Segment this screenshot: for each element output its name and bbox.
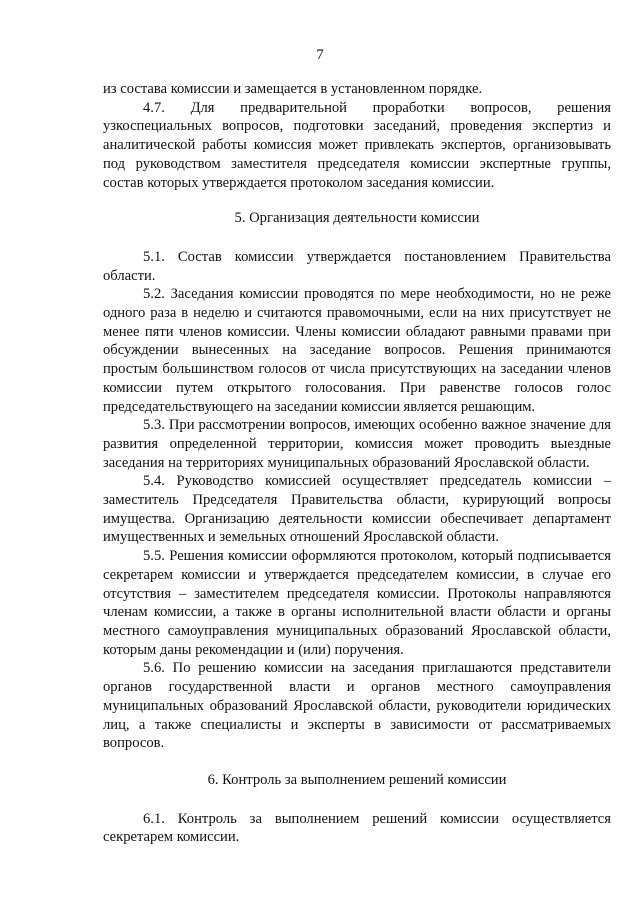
page-number: 7 [316,47,324,63]
paragraph-5-4: 5.4. Руководство комиссией осуществляет председатель комиссии – заместитель Председателя Правительства области, курирующий вопросы имущества. Организацию деятельности комиссии обеспечивает департамент имущественных и земельных отношений Ярославской области. [103,473,611,546]
paragraph-5-3: 5.3. При рассмотрении вопросов, имеющих особенно важное значение для развития определенной территории, комиссия может проводить выездные заседания на территориях муниципальных образований Ярославской области. [103,417,611,471]
paragraph-5-2: 5.2. Заседания комиссии проводятся по мере необходимости, но не реже одного раза в неделю и считаются правомочными, если на них присутствует не менее пяти членов комиссии. Члены комиссии обладают равными правами при обсуждении вынесенных на заседание вопросов. Решения принимаются простым большинством голосов от числа присутствующих на заседании членов комиссии путем открытого голосования. При равенстве голосов голос председательствующего на заседании комиссии является решающим. [103,286,611,415]
paragraph-4-7: 4.7. Для предварительной проработки вопросов, решения узкоспециальных вопросов, подготовки заседаний, проведения экспертиз и аналитической работы комиссия может привлекать экспертов, организовывать под руководством заместителя председателя комиссии экспертные группы, состав которых утверждается протоколом заседания комиссии. [103,99,611,191]
document-body [103,80,611,847]
paragraph-5-6: 5.6. По решению комиссии на заседания приглашаются представители органов государственной власти и органов местного самоуправления муниципальных образований Ярославской области, руководители юридических лиц, а также специалисты и эксперты в зависимости от рассматриваемых вопросов. [103,660,611,752]
section-heading-6: 6. Контроль за выполнением решений комиссии [207,771,507,788]
paragraph-5-1: 5.1. Состав комиссии утверждается постановлением Правительства области. [103,248,611,284]
paragraph-continuation: из состава комиссии и замещается в установленном порядке. [103,81,483,97]
section-heading-5: 5. Организация деятельности комиссии [234,210,480,227]
paragraph-6-1: 6.1. Контроль за выполнением решений комиссии осуществляется секретарем комиссии. [103,810,611,846]
paragraph-5-5: 5.5. Решения комиссии оформляются протоколом, который подписывается секретарем комиссии и утверждается председателем комиссии, в случае его отсутствия – заместителем председателя комиссии. Протоколы направляются членам комиссии, а также в органы исполнительной власти области и органы местного самоуправления муниципальных образований Ярославской области, которым даны рекомендации и (или) поручения. [103,548,611,658]
